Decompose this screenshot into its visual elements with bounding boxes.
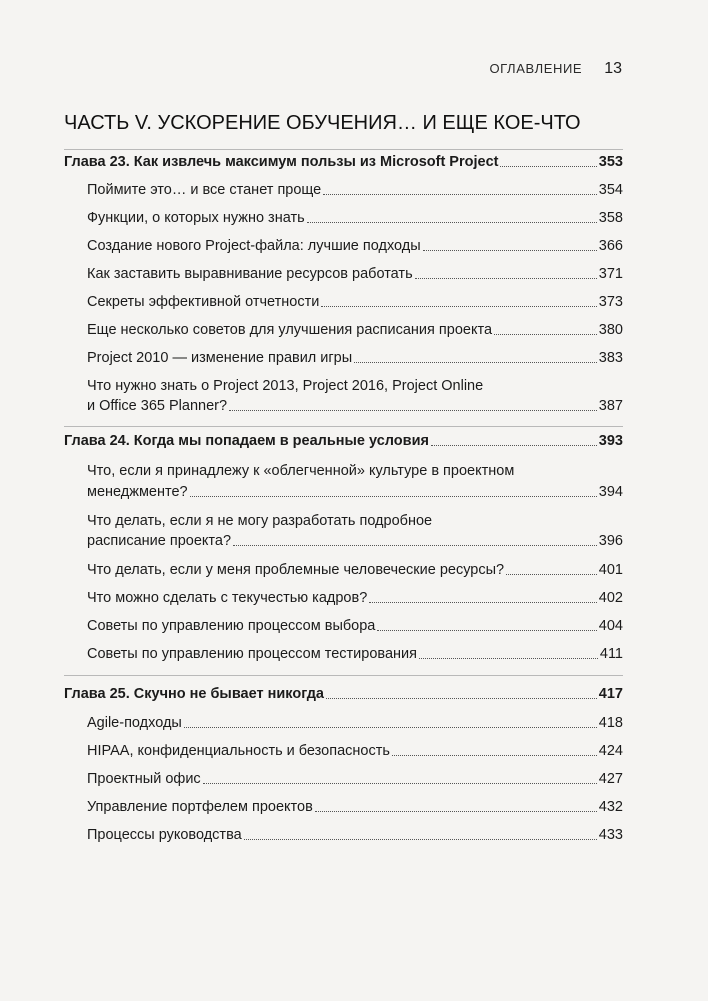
- section-page: 404: [598, 618, 623, 634]
- chapter-entry[interactable]: [64, 685, 623, 703]
- section-page: 427: [598, 771, 623, 787]
- section-page: 380: [598, 322, 623, 338]
- section-title: Что, если я принадлежу к «облегченной» культуре в проектном: [87, 463, 515, 479]
- section-entry-line1[interactable]: [87, 377, 623, 395]
- leader-dots: [419, 658, 598, 659]
- leader-dots: [377, 630, 596, 631]
- section-entry[interactable]: [87, 770, 623, 788]
- chapter-title: Глава 25. Скучно не бывает никогда: [64, 686, 324, 702]
- leader-dots: [494, 334, 597, 335]
- section-title: Что можно сделать с текучестью кадров?: [87, 590, 368, 606]
- leader-dots: [229, 410, 597, 411]
- chapter-entry[interactable]: [64, 153, 623, 171]
- section-title: HIPAA, конфиденциальность и безопасность: [87, 743, 390, 759]
- divider: [64, 149, 623, 150]
- section-title: Советы по управлению процессом тестирования: [87, 646, 417, 662]
- divider: [64, 426, 623, 427]
- leader-dots: [369, 602, 597, 603]
- section-page: 396: [598, 533, 623, 549]
- chapter-title: Глава 23. Как извлечь максимум пользы из Microsoft Project: [64, 154, 499, 170]
- section-title: Agile-подходы: [87, 715, 182, 731]
- section-title: Секреты эффективной отчетности: [87, 294, 320, 310]
- leader-dots: [392, 755, 597, 756]
- leader-dots: [326, 698, 597, 699]
- section-entry[interactable]: [87, 397, 623, 415]
- section-entry[interactable]: [87, 798, 623, 816]
- leader-dots: [203, 783, 597, 784]
- section-entry[interactable]: [87, 714, 623, 732]
- chapter-page: 393: [598, 433, 623, 449]
- section-title: Проектный офис: [87, 771, 201, 787]
- section-entry[interactable]: [87, 645, 623, 663]
- chapter-page: 353: [598, 154, 623, 170]
- section-page: 411: [599, 646, 623, 662]
- section-title: Функции, о которых нужно знать: [87, 210, 305, 226]
- part-heading: [64, 112, 581, 135]
- section-title: Процессы руководства: [87, 827, 242, 843]
- leader-dots: [423, 250, 597, 251]
- section-page: 387: [598, 398, 623, 414]
- section-title: Что делать, если я не могу разработать подробное: [87, 513, 433, 529]
- divider: [64, 675, 623, 676]
- section-title: Создание нового Project-файла: лучшие подходы: [87, 238, 421, 254]
- section-entry[interactable]: [87, 237, 623, 255]
- section-page: 371: [598, 266, 623, 282]
- leader-dots: [354, 362, 597, 363]
- section-page: 418: [598, 715, 623, 731]
- section-page: 424: [598, 743, 623, 759]
- section-title: Управление портфелем проектов: [87, 799, 313, 815]
- section-page: 366: [598, 238, 623, 254]
- leader-dots: [321, 306, 596, 307]
- section-page: 358: [598, 210, 623, 226]
- section-entry[interactable]: [87, 321, 623, 339]
- page-number: 13: [604, 60, 622, 77]
- section-title: расписание проекта?: [87, 533, 232, 549]
- leader-dots: [184, 727, 597, 728]
- section-entry-line1[interactable]: [87, 462, 623, 480]
- leader-dots: [190, 496, 597, 497]
- section-entry[interactable]: [87, 349, 623, 367]
- leader-dots: [233, 545, 597, 546]
- section-page: 401: [598, 562, 623, 578]
- leader-dots: [323, 194, 597, 195]
- section-page: 394: [598, 484, 623, 500]
- section-entry[interactable]: [87, 617, 623, 635]
- part-label: ЧАСТЬ V.: [64, 112, 152, 134]
- leader-dots: [506, 574, 597, 575]
- section-title: Поймите это… и все станет проще: [87, 182, 322, 198]
- section-entry-line1[interactable]: [87, 512, 623, 530]
- part-title: УСКОРЕНИЕ ОБУЧЕНИЯ… И ЕЩЕ КОЕ-ЧТО: [157, 112, 581, 134]
- section-entry[interactable]: [87, 209, 623, 227]
- chapter-entry[interactable]: [64, 432, 623, 450]
- chapter-page: 417: [598, 686, 623, 702]
- leader-dots: [415, 278, 597, 279]
- section-title: и Office 365 Planner?: [87, 398, 228, 414]
- section-title: Еще несколько советов для улучшения расписания проекта: [87, 322, 493, 338]
- section-entry[interactable]: [87, 561, 623, 579]
- section-entry[interactable]: [87, 293, 623, 311]
- section-title: Что нужно знать о Project 2013, Project 2016, Project Online: [87, 378, 484, 394]
- section-page: 373: [598, 294, 623, 310]
- section-entry[interactable]: [87, 181, 623, 199]
- section-title: Как заставить выравнивание ресурсов работать: [87, 266, 413, 282]
- section-title: Советы по управлению процессом выбора: [87, 618, 376, 634]
- section-entry[interactable]: [87, 826, 623, 844]
- section-entry[interactable]: [87, 265, 623, 283]
- section-page: 402: [598, 590, 623, 606]
- leader-dots: [500, 166, 596, 167]
- section-entry[interactable]: [87, 532, 623, 550]
- section-entry[interactable]: [87, 589, 623, 607]
- leader-dots: [315, 811, 597, 812]
- section-title: Project 2010 — изменение правил игры: [87, 350, 353, 366]
- section-entry[interactable]: [87, 483, 623, 501]
- section-page: 433: [598, 827, 623, 843]
- leader-dots: [431, 445, 597, 446]
- section-title: Что делать, если у меня проблемные человеческие ресурсы?: [87, 562, 505, 578]
- section-entry[interactable]: [87, 742, 623, 760]
- running-head: [0, 60, 622, 78]
- chapter-title: Глава 24. Когда мы попадаем в реальные условия: [64, 433, 429, 449]
- section-page: 432: [598, 799, 623, 815]
- leader-dots: [307, 222, 597, 223]
- section-page: 354: [598, 182, 623, 198]
- leader-dots: [244, 839, 597, 840]
- running-head-title: ОГЛАВЛЕНИЕ: [489, 61, 583, 76]
- section-title: менеджменте?: [87, 484, 188, 500]
- section-page: 383: [598, 350, 623, 366]
